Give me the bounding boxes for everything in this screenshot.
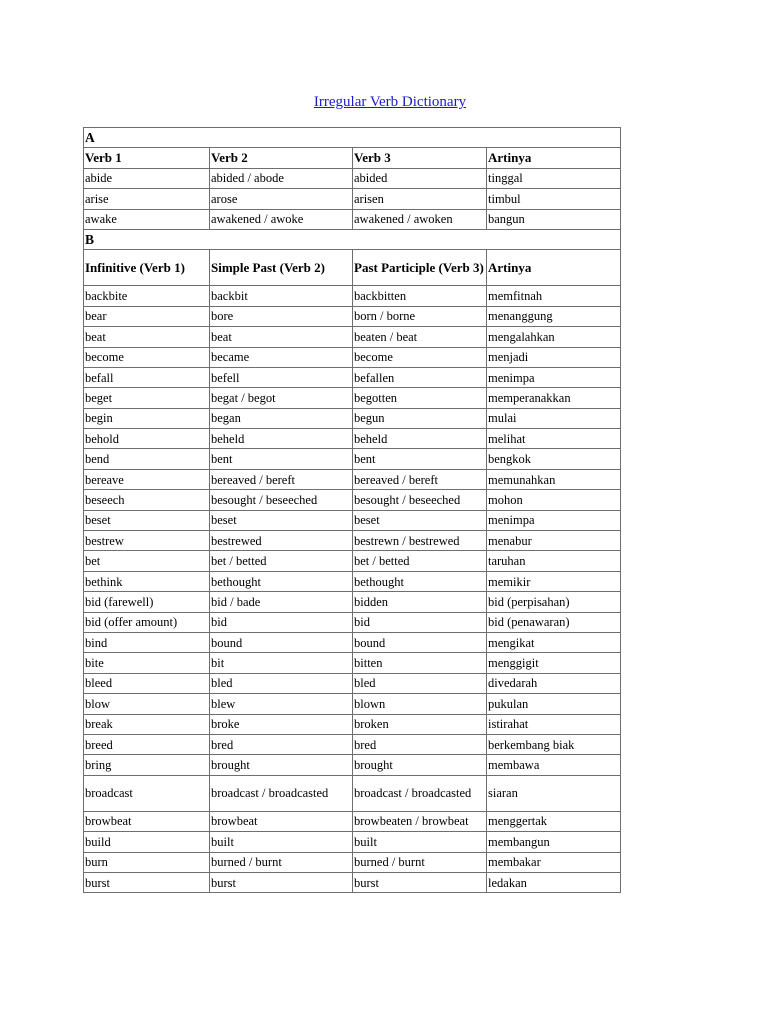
table-cell: behold (84, 429, 210, 449)
table-cell: backbitten (353, 286, 487, 306)
table-row (84, 632, 621, 652)
table-cell: beat (210, 327, 353, 347)
table-row (84, 388, 621, 408)
page-title-link[interactable]: Irregular Verb Dictionary (313, 94, 467, 110)
table-row (84, 694, 621, 714)
table-row (84, 872, 621, 892)
table-cell: bore (210, 306, 353, 326)
table-row (84, 832, 621, 852)
table-cell: burst (353, 872, 487, 892)
header-row-a (84, 148, 621, 168)
table-cell: bred (210, 734, 353, 754)
table-cell: build (84, 832, 210, 852)
table-cell: mengalahkan (487, 327, 621, 347)
verb-table-body (84, 128, 621, 893)
table-cell: abided / abode (210, 168, 353, 188)
table-cell: burst (84, 872, 210, 892)
table-cell: bethink (84, 571, 210, 591)
table-row (84, 592, 621, 612)
table-row (84, 347, 621, 367)
table-cell: bereaved / bereft (210, 469, 353, 489)
table-cell: brought (210, 755, 353, 775)
table-cell: bid (offer amount) (84, 612, 210, 632)
table-row (84, 449, 621, 469)
table-cell: arose (210, 189, 353, 209)
table-cell: awakened / awoke (210, 209, 353, 229)
section-row-a (84, 128, 621, 148)
table-cell: melihat (487, 429, 621, 449)
table-cell: became (210, 347, 353, 367)
table-cell: broken (353, 714, 487, 734)
header-row-b (84, 250, 621, 286)
table-row (84, 408, 621, 428)
table-cell: menimpa (487, 367, 621, 387)
table-cell: beheld (353, 429, 487, 449)
table-row (84, 189, 621, 209)
table-cell: beseech (84, 490, 210, 510)
table-cell: taruhan (487, 551, 621, 571)
table-cell: menanggung (487, 306, 621, 326)
table-row (84, 775, 621, 811)
table-cell: awake (84, 209, 210, 229)
table-cell: blow (84, 694, 210, 714)
table-cell: bent (353, 449, 487, 469)
table-cell: browbeat (84, 811, 210, 831)
table-cell: become (84, 347, 210, 367)
table-row (84, 327, 621, 347)
table-cell: break (84, 714, 210, 734)
table-cell: bound (353, 632, 487, 652)
table-cell: arisen (353, 189, 487, 209)
table-cell: built (353, 832, 487, 852)
table-cell: beaten / beat (353, 327, 487, 347)
table-row (84, 571, 621, 591)
table-cell: bid (farewell) (84, 592, 210, 612)
table-row (84, 367, 621, 387)
table-cell: beset (84, 510, 210, 530)
table-cell: bite (84, 653, 210, 673)
table-cell: broke (210, 714, 353, 734)
table-cell: bethought (353, 571, 487, 591)
table-row (84, 612, 621, 632)
table-cell: mohon (487, 490, 621, 510)
table-cell: berkembang biak (487, 734, 621, 754)
table-row (84, 531, 621, 551)
table-cell: begun (353, 408, 487, 428)
table-cell: menimpa (487, 510, 621, 530)
table-cell: abide (84, 168, 210, 188)
table-cell: istirahat (487, 714, 621, 734)
table-cell: begat / begot (210, 388, 353, 408)
table-cell: arise (84, 189, 210, 209)
table-cell: bent (210, 449, 353, 469)
table-cell: bring (84, 755, 210, 775)
table-cell: memperanakkan (487, 388, 621, 408)
table-cell: menggigit (487, 653, 621, 673)
table-cell: siaran (487, 775, 621, 811)
header-cell: Simple Past (Verb 2) (210, 250, 353, 286)
header-cell: Verb 3 (353, 148, 487, 168)
table-cell: bereaved / bereft (353, 469, 487, 489)
table-cell: bestrewn / bestrewed (353, 531, 487, 551)
header-cell: Artinya (487, 250, 621, 286)
table-cell: bangun (487, 209, 621, 229)
table-row (84, 469, 621, 489)
table-cell: browbeat (210, 811, 353, 831)
table-cell: burst (210, 872, 353, 892)
table-row (84, 209, 621, 229)
table-cell: bit (210, 653, 353, 673)
table-row (84, 852, 621, 872)
table-cell: befall (84, 367, 210, 387)
table-row (84, 734, 621, 754)
table-row (84, 653, 621, 673)
table-cell: backbite (84, 286, 210, 306)
table-cell: blown (353, 694, 487, 714)
table-cell: burned / burnt (353, 852, 487, 872)
table-cell: pukulan (487, 694, 621, 714)
table-row (84, 490, 621, 510)
table-cell: bled (353, 673, 487, 693)
table-cell: besought / beseeched (210, 490, 353, 510)
table-cell: beset (210, 510, 353, 530)
table-cell: bend (84, 449, 210, 469)
table-cell: memikir (487, 571, 621, 591)
table-cell: bred (353, 734, 487, 754)
table-cell: bereave (84, 469, 210, 489)
table-cell: bleed (84, 673, 210, 693)
header-cell: Infinitive (Verb 1) (84, 250, 210, 286)
table-cell: begin (84, 408, 210, 428)
table-row (84, 306, 621, 326)
table-cell: mulai (487, 408, 621, 428)
table-cell: bid (210, 612, 353, 632)
header-cell: Artinya (487, 148, 621, 168)
table-row (84, 673, 621, 693)
table-cell: membakar (487, 852, 621, 872)
table-row (84, 755, 621, 775)
table-cell: membawa (487, 755, 621, 775)
table-cell: become (353, 347, 487, 367)
table-cell: blew (210, 694, 353, 714)
table-row (84, 811, 621, 831)
section-letter-b: B (84, 229, 621, 249)
table-row (84, 551, 621, 571)
table-cell: bid (353, 612, 487, 632)
header-cell: Verb 1 (84, 148, 210, 168)
table-cell: breed (84, 734, 210, 754)
table-cell: built (210, 832, 353, 852)
table-cell: bid (penawaran) (487, 612, 621, 632)
table-cell: bidden (353, 592, 487, 612)
table-cell: began (210, 408, 353, 428)
table-row (84, 429, 621, 449)
table-cell: timbul (487, 189, 621, 209)
table-cell: burned / burnt (210, 852, 353, 872)
table-cell: bear (84, 306, 210, 326)
table-cell: bitten (353, 653, 487, 673)
table-row (84, 510, 621, 530)
table-cell: broadcast / broadcasted (353, 775, 487, 811)
table-cell: begotten (353, 388, 487, 408)
table-row (84, 714, 621, 734)
table-cell: beget (84, 388, 210, 408)
header-cell: Past Participle (Verb 3) (353, 250, 487, 286)
table-cell: bound (210, 632, 353, 652)
table-cell: browbeaten / browbeat (353, 811, 487, 831)
table-cell: awakened / awoken (353, 209, 487, 229)
table-cell: bet / betted (353, 551, 487, 571)
table-row (84, 286, 621, 306)
table-cell: broadcast / broadcasted (210, 775, 353, 811)
table-cell: menggertak (487, 811, 621, 831)
table-cell: memfitnah (487, 286, 621, 306)
table-cell: tinggal (487, 168, 621, 188)
table-cell: abided (353, 168, 487, 188)
table-cell: bestrew (84, 531, 210, 551)
table-cell: divedarah (487, 673, 621, 693)
section-letter-a: A (84, 128, 621, 148)
table-cell: ledakan (487, 872, 621, 892)
table-cell: besought / beseeched (353, 490, 487, 510)
verb-table (83, 127, 621, 893)
table-cell: befell (210, 367, 353, 387)
table-cell: born / borne (353, 306, 487, 326)
table-cell: beat (84, 327, 210, 347)
table-cell: beheld (210, 429, 353, 449)
table-cell: brought (353, 755, 487, 775)
table-cell: backbit (210, 286, 353, 306)
header-cell: Verb 2 (210, 148, 353, 168)
title-container (0, 93, 768, 111)
table-cell: memunahkan (487, 469, 621, 489)
table-cell: bid / bade (210, 592, 353, 612)
table-cell: broadcast (84, 775, 210, 811)
table-cell: bethought (210, 571, 353, 591)
table-cell: menabur (487, 531, 621, 551)
table-cell: bid (perpisahan) (487, 592, 621, 612)
table-cell: bind (84, 632, 210, 652)
table-cell: membangun (487, 832, 621, 852)
section-row-b (84, 229, 621, 249)
table-cell: mengikat (487, 632, 621, 652)
table-cell: bled (210, 673, 353, 693)
table-cell: bestrewed (210, 531, 353, 551)
table-cell: bet / betted (210, 551, 353, 571)
table-cell: menjadi (487, 347, 621, 367)
table-cell: burn (84, 852, 210, 872)
table-cell: befallen (353, 367, 487, 387)
table-row (84, 168, 621, 188)
table-cell: bet (84, 551, 210, 571)
table-cell: beset (353, 510, 487, 530)
table-cell: bengkok (487, 449, 621, 469)
